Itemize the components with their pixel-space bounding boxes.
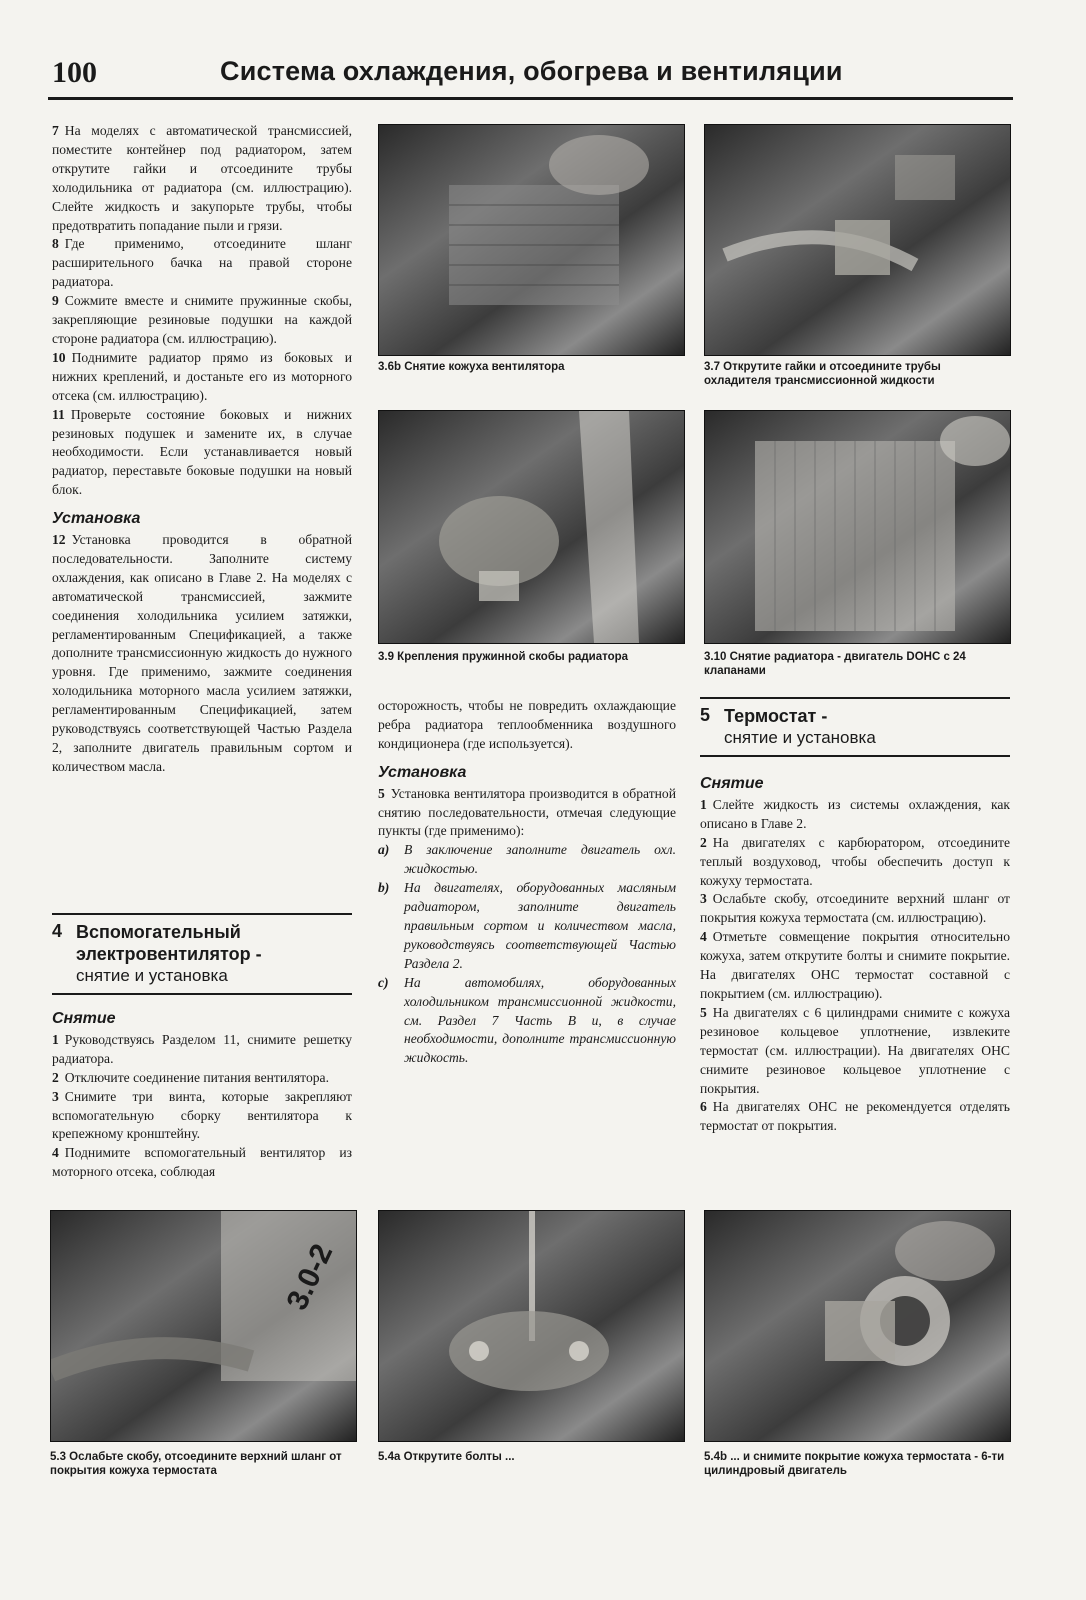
para-text: Ослабьте скобу, отсоедините верхний шланг от покрытия кожуха термостата (см. иллюстрацию). <box>700 891 1010 926</box>
para-number: 9 <box>52 293 59 309</box>
para-number: 6 <box>700 1099 707 1115</box>
para-text: На моделях с автоматической трансмиссией, поместите контейнер под радиатором, затем открутите гайки и отсоедините трубы холодильника от радиатора (см. иллюстрацию). Слейте жидкость и закупорьте трубы, чтобы предотвратить попадание пыли и грязи. <box>52 123 352 233</box>
list-marker: a) <box>378 842 390 858</box>
paragraph <box>52 1031 352 1069</box>
column-2 <box>378 697 676 1068</box>
para-number: 10 <box>52 349 66 365</box>
section-4-line3: снятие и установка <box>76 966 228 985</box>
list-item <box>378 841 676 879</box>
paragraph <box>700 796 1010 834</box>
removal-heading-col1: Снятие <box>52 1010 116 1027</box>
para-number: 2 <box>700 834 707 850</box>
para-text: Слейте жидкость из системы охлаждения, как описано в Главе 2. <box>700 796 1010 831</box>
paragraph <box>52 531 352 777</box>
list-text: На автомобилях, оборудованных холодильником трансмиссионной жидкости, см. Раздел 7 Часть В и, в случае необходимости, дополните трансмиссионную жидкость. <box>404 974 676 1066</box>
photo-unscrew-bolts <box>378 1210 685 1442</box>
list-text: В заключение заполните двигатель охл. жидкостью. <box>404 842 676 877</box>
page-number: 100 <box>52 56 97 89</box>
section-5-line2: снятие и установка <box>724 728 876 747</box>
para-text: Где применимо, отсоедините шланг расширительного бачка на правой стороне радиатора. <box>52 236 352 290</box>
caption-3-7: 3.7 Открутите гайки и отсоедините трубы охладителя трансмиссионной жидкости <box>704 361 941 387</box>
header-rule <box>48 97 1013 100</box>
para-number: 5 <box>700 1004 707 1020</box>
para-text: Поднимите радиатор прямо из боковых и нижних креплений, и достаньте его из моторного отсека (см. иллюстрацию). <box>52 349 352 403</box>
caption-5-3: 5.3 Ослабьте скобу, отсоедините верхний шланг от покрытия кожуха термостата <box>50 1451 342 1477</box>
para-number: 12 <box>52 532 66 548</box>
para-text: Поднимите вспомогательный вентилятор из моторного отсека, соблюдая <box>52 1145 352 1180</box>
paragraph <box>52 1069 352 1088</box>
para-number: 2 <box>52 1069 59 1085</box>
para-number: 5 <box>378 785 385 801</box>
para-text: Руководствуясь Разделом 11, снимите решетку радиатора. <box>52 1031 352 1066</box>
para-number: 1 <box>700 796 707 812</box>
list-marker: b) <box>378 880 390 896</box>
para-number: 11 <box>52 406 65 422</box>
para-text: На двигателях с 6 цилиндрами снимите с кожуха резиновое кольцевое уплотнение, извлеките термостат (см. иллюстрации). На двигателях ОНС снимите резиновое кольцевое уплотнение с покрытия. <box>700 1004 1010 1096</box>
list-item <box>378 974 676 1069</box>
col2-continued-text: осторожность, чтобы не повредить охлаждающие ребра радиатора теплообменника воздушного кондиционера (где используется). <box>378 698 676 751</box>
paragraph <box>52 349 352 406</box>
list-marker: c) <box>378 974 389 990</box>
caption-3-10: 3.10 Снятие радиатора - двигатель DOHC с 24 клапанами <box>704 651 966 677</box>
column-3 <box>700 765 1010 1136</box>
para-number: 3 <box>52 1088 59 1104</box>
col3-paragraphs <box>700 796 1010 1136</box>
photo-thermostat-cover <box>704 1210 1011 1442</box>
para-number: 4 <box>52 1145 59 1161</box>
col1-removal-paragraphs <box>52 1031 352 1182</box>
paragraph <box>52 1088 352 1145</box>
para-text: Установка вентилятора производится в обратной снятию последовательности, отмечая следующие пункты (где применимо): <box>378 785 676 839</box>
caption-5-4b: 5.4b ... и снимите покрытие кожуха термостата - 6-ти цилиндровый двигатель <box>704 1451 1005 1477</box>
paragraph <box>700 834 1010 891</box>
para-text: Сожмите вместе и снимите пружинные скобы, закрепляющие резиновые подушки на каждой стороне радиатора (см. иллюстрацию). <box>52 293 352 346</box>
caption-5-4a: 5.4a Открутите болты ... <box>378 1451 515 1463</box>
paragraph <box>52 1144 352 1182</box>
paragraph <box>52 406 352 501</box>
section-5-title <box>700 697 1010 757</box>
page-title: Система охлаждения, обогрева и вентиляции <box>220 56 843 86</box>
section-5-line1: Термостат - <box>724 706 828 726</box>
caption-3-9: 3.9 Крепления пружинной скобы радиатора <box>378 651 629 663</box>
section-4-title <box>52 913 352 995</box>
col2-para-5 <box>378 785 676 842</box>
section-5-number: 5 <box>700 705 711 725</box>
paragraph <box>700 1004 1010 1099</box>
para-text: Проверьте состояние боковых и нижних резиновых подушек и замените их, в случае необходимости. Если устанавливается новый радиатор, переставьте боковые подушки на новый блок. <box>52 406 352 498</box>
col1-install-paragraphs <box>52 531 352 777</box>
paragraph <box>700 928 1010 1004</box>
install-heading-col2: Установка <box>378 763 467 781</box>
removal-heading-col3: Снятие <box>700 775 764 792</box>
photo-radiator-removal <box>704 410 1011 644</box>
engine-mark-text: 3.0-2 <box>280 1239 340 1316</box>
paragraph <box>700 1098 1010 1136</box>
section-4-line1: Вспомогательный <box>76 922 241 942</box>
para-number: 7 <box>52 123 59 138</box>
para-text: Снимите три винта, которые закрепляют вспомогательную сборку вентилятора к крепежному кронштейну. <box>52 1088 352 1142</box>
install-heading-col1: Установка <box>52 510 141 528</box>
caption-3-6b: 3.6b Снятие кожуха вентилятора <box>378 361 565 373</box>
section-4-number: 4 <box>52 921 63 941</box>
para-number: 3 <box>700 891 707 907</box>
paragraph <box>52 122 352 235</box>
column-1-removal <box>52 1000 352 1182</box>
para-text: На двигателях ОНС не рекомендуется отделять термостат от покрытия. <box>700 1099 1010 1134</box>
paragraph <box>52 235 352 292</box>
col1-paragraphs <box>52 122 352 500</box>
para-text: Установка проводится в обратной последовательности. Заполните систему охлаждения, как описано в Главе 2. На моделях с автоматической трансмиссией, зажмите соединения холодильника усилием затяжки, регламентированным Спецификацией, а также дополните трансмиссионную жидкость до нужного уровня. Где применимо, зажмите соединения холодильника моторного масла усилием затяжки, регламентированным Спецификацией, затем руководствуясь соответствующей Частью Раздела 2, заполните двигатель правильным сортом и количеством масла. <box>52 532 352 774</box>
photo-fan-shroud <box>378 124 685 356</box>
column-1 <box>52 122 352 777</box>
paragraph <box>52 292 352 349</box>
para-number: 1 <box>52 1031 59 1047</box>
para-text: На двигателях с карбюратором, отсоедините теплый воздуховод, чтобы обеспечить доступ к кожуху термостата. <box>700 834 1010 888</box>
photo-cooler-pipes <box>704 124 1011 356</box>
section-4-line2: электровентилятор - <box>76 944 262 964</box>
para-number: 4 <box>700 929 707 945</box>
para-number: 8 <box>52 236 59 252</box>
para-text: Отключите соединение питания вентилятора. <box>64 1069 329 1085</box>
photo-upper-hose <box>50 1210 357 1442</box>
photo-radiator-clip <box>378 410 685 644</box>
col2-list <box>378 841 676 1068</box>
para-text: Отметьте совмещение покрытия относительно кожуха, затем открутите болты и снимите покрытие. На двигателях ОНС термостат составной с покрытием (см. иллюстрацию). <box>700 929 1010 1001</box>
list-item <box>378 879 676 974</box>
paragraph <box>700 890 1010 928</box>
list-text: На двигателях, оборудованных масляным радиатором, заполните двигатель правильным сортом и количеством масла, руководствуясь соответствующей Частью Раздела 2. <box>404 880 676 971</box>
